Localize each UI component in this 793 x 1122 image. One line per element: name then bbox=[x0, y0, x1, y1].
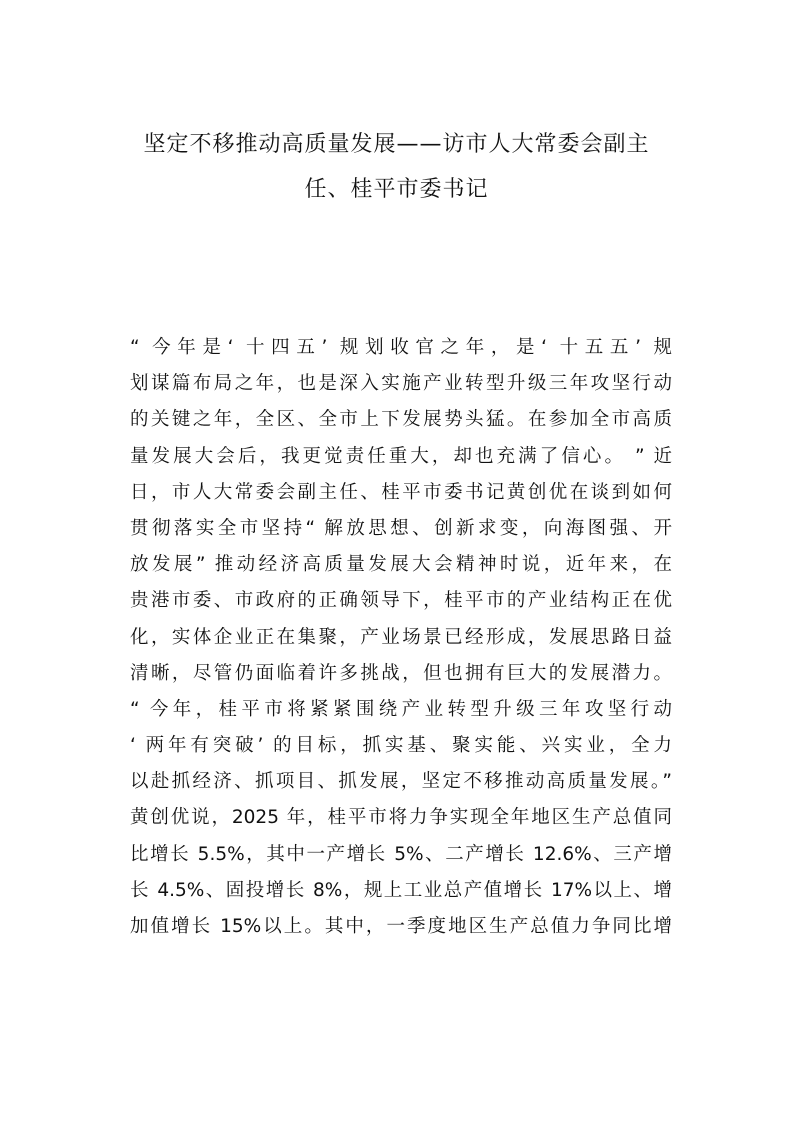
body-line: 比增长 5.5%，其中一产增长 5%、二产增长 12.6%、三产增 bbox=[130, 843, 672, 865]
body-line: 以赴抓经济、抓项目、抓发展，坚定不移推动高质量发展。” bbox=[130, 771, 672, 793]
body-line: 加值增长 15%以上。其中，一季度地区生产总值力争同比增 bbox=[130, 916, 672, 937]
article-title-line-1: 坚定不移推动高质量发展——访市人大常委会副主 bbox=[143, 132, 650, 157]
body-line: 黄创优说，2025 年，桂平市将力争实现全年地区生产总值同 bbox=[130, 807, 672, 829]
article-body bbox=[130, 333, 672, 948]
body-line: 放发展” 推动经济高质量发展大会精神时说，近年来，在 bbox=[130, 554, 672, 576]
body-line: 长 4.5%、固投增长 8%，规上工业总产值增长 17%以上、增 bbox=[130, 879, 672, 901]
body-line: 量发展大会后，我更觉责任重大，却也充满了信心。 ” 近 bbox=[130, 445, 672, 467]
article-title-line-2: 任、桂平市委书记 bbox=[304, 177, 489, 202]
body-line: ‘ 两年有突破’ 的目标，抓实基、聚实能、兴实业，全力 bbox=[130, 735, 672, 757]
body-line: 日，市人大常委会副主任、桂平市委书记黄创优在谈到如何 bbox=[130, 481, 672, 503]
body-line: 清晰，尽管仍面临着许多挑战，但也拥有巨大的发展潜力。 bbox=[130, 662, 672, 684]
body-line: 的关键之年，全区、全市上下发展势头猛。在参加全市高质 bbox=[130, 409, 672, 431]
body-line: “ 今年是‘ 十四五’ 规划收官之年，是‘ 十五五’ 规 bbox=[130, 337, 672, 358]
body-line: 化，实体企业正在集聚，产业场景已经形成，发展思路日益 bbox=[130, 626, 672, 648]
body-line: “ 今年，桂平市将紧紧围绕产业转型升级三年攻坚行动 bbox=[130, 698, 672, 720]
body-line: 贯彻落实全市坚持“ 解放思想、创新求变，向海图强、开 bbox=[130, 517, 672, 539]
body-line: 贵港市委、市政府的正确领导下，桂平市的产业结构正在优 bbox=[130, 590, 672, 612]
body-line: 划谋篇布局之年，也是深入实施产业转型升级三年攻坚行动 bbox=[130, 373, 672, 395]
